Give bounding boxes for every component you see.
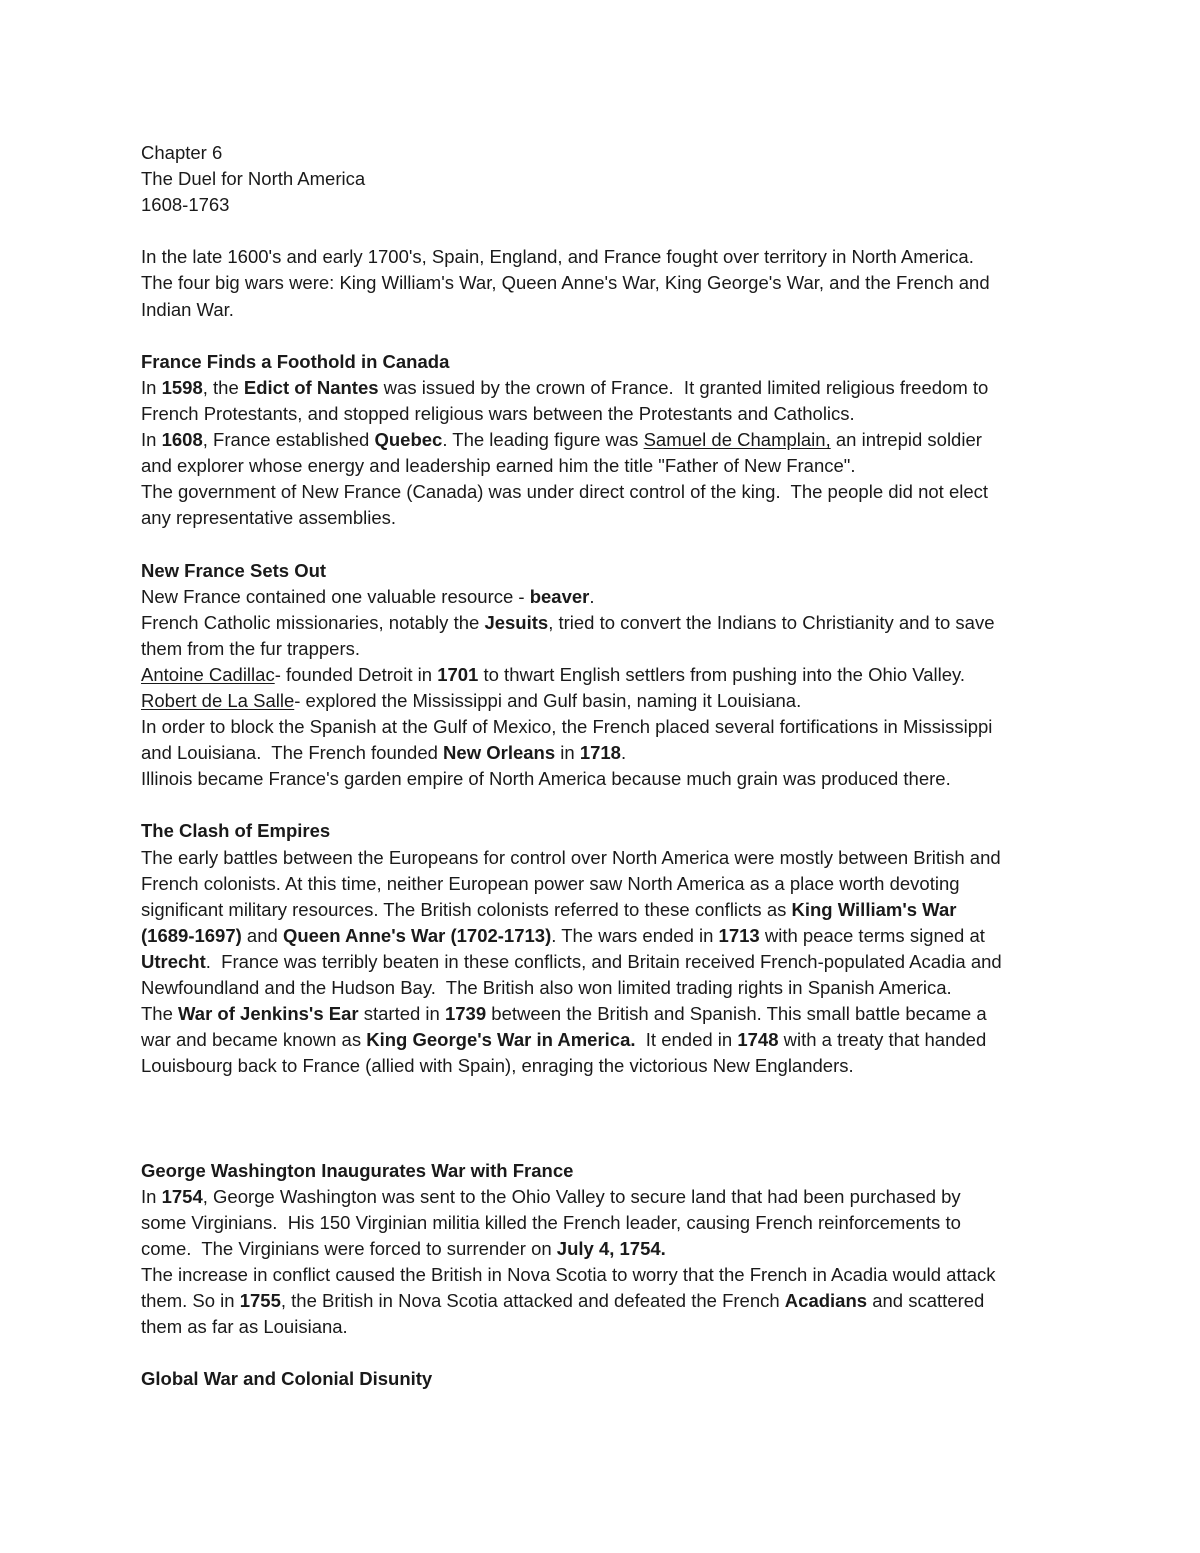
section-heading: France Finds a Foothold in Canada <box>141 350 450 372</box>
section-clash-of-empires: The Clash of Empires The early battles between the Europeans for control over North America were mostly between British and French colonists. At this time, neither European power saw North America as a place worth devoting significant military resources. The British colonists referred to these conflicts as King William's War (1689-1697) and Queen Anne's War (1702-1713). The wars ended in 1713 with peace terms signed at Utrecht. France was terribly beaten in these conflicts, and Britain received French-populated Acadia and Newfoundland and the Hudson Bay. The British also won limited trading rights in Spanish America. The War of Jenkins's Ear started in 1739 between the British and Spanish. This small battle became a war and became known as King George's War in America. It ended in 1748 with a treaty that handed Louisbourg back to France (allied with Spain), enraging the victorious New Englanders. <box>141 818 1071 1079</box>
section-heading: George Washington Inaugurates War with France <box>141 1159 574 1181</box>
section-heading: New France Sets Out <box>141 559 327 581</box>
section-george-washington: George Washington Inaugurates War with France In 1754, George Washington was sent to the Ohio Valley to secure land that had been purchased by some Virginians. His 150 Virginian militia killed the French leader, causing French reinforcements to come. The Virginians were forced to surrender on July 4, 1754. The increase in conflict caused the British in Nova Scotia to worry that the French in Acadia would attack them. So in 1755, the British in Nova Scotia attacked and defeated the French Acadians and scattered them as far as Louisiana. <box>141 1158 1071 1341</box>
underlined-name: Antoine Cadillac <box>141 663 275 685</box>
section-heading: Global War and Colonial Disunity <box>141 1368 433 1390</box>
intro-paragraph: In the late 1600's and early 1700's, Spain, England, and France fought over territory in North America. The four big wars were: King William's War, Queen Anne's War, King George's War, and the French and Indian War. <box>141 246 990 320</box>
section-france-finds-foothold: France Finds a Foothold in Canada In 1598, the Edict of Nantes was issued by the crown of France. It granted limited religious freedom to French Protestants, and stopped religious wars between the Protestants and Catholics. In 1608, France established Quebec. The leading figure was Samuel de Champlain, an intrepid soldier and explorer whose energy and leadership earned him the title "Father of New France". The government of New France (Canada) was under direct control of the king. The people did not elect any representative assemblies. <box>141 349 1071 532</box>
section-global-war <box>141 1366 1071 1392</box>
chapter-label: Chapter 6 <box>141 142 223 163</box>
underlined-name: Samuel de Champlain, <box>643 429 831 451</box>
document-page <box>141 140 1071 1393</box>
date-range: 1608-1763 <box>141 194 230 216</box>
section-new-france-sets-out: New France Sets Out New France contained one valuable resource - beaver. French Catholic missionaries, notably the Jesuits, tried to convert the Indians to Christianity and to save them from the fur trappers. Antoine Cadillac- founded Detroit in 1701 to thwart English settlers from pushing into the Ohio Valley. Robert de La Salle- explored the Mississippi and Gulf basin, naming it Louisiana. In order to block the Spanish at the Gulf of Mexico, the French placed several fortifications in Mississippi and Louisiana. The French founded New Orleans in 1718. Illinois became France's garden empire of North America because much grain was produced there. <box>141 558 1071 793</box>
section-heading: The Clash of Empires <box>141 820 331 842</box>
document-title: The Duel for North America <box>141 168 366 190</box>
underlined-name: Robert de La Salle <box>141 689 295 711</box>
